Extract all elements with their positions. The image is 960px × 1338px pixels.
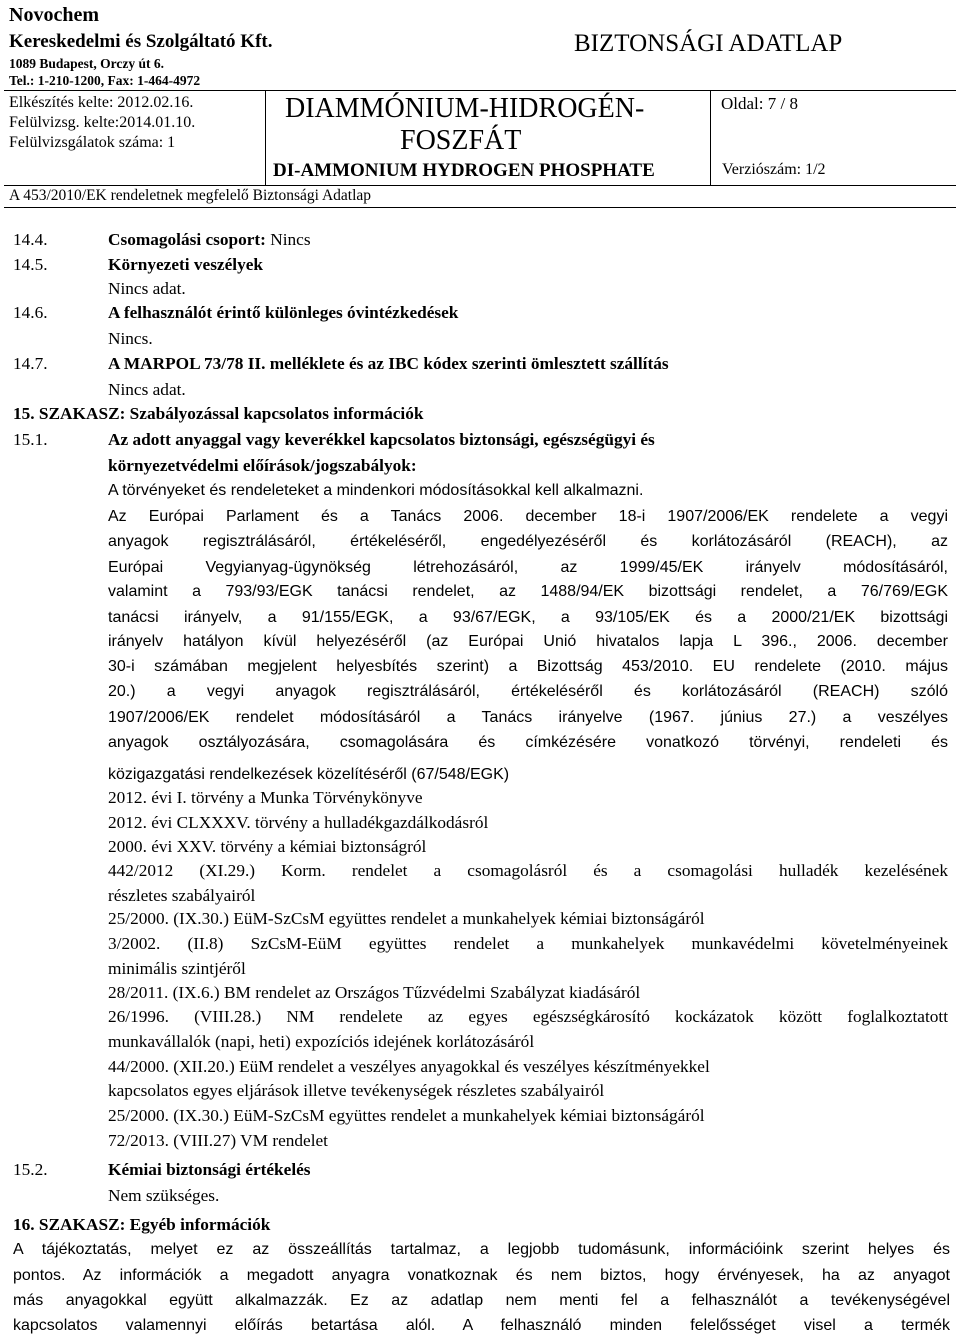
header-divider-top bbox=[4, 90, 956, 91]
section-heading-text: 16. SZAKASZ: Egyéb információk bbox=[13, 1215, 271, 1234]
paragraph-regulations-line: 20.) a vegyi anyagok regisztrálásáról, értékeléséről és korlátozásáról (REACH) szóló bbox=[108, 683, 948, 700]
company-full-name: Kereskedelmi és Szolgáltató Kft. bbox=[9, 31, 273, 52]
section-title-line2: környezetvédelmi előírások/jogszabályok: bbox=[108, 456, 417, 475]
revision-count: Felülvizsgálatok száma: 1 bbox=[9, 134, 176, 151]
company-address: 1089 Budapest, Orczy út 6. bbox=[9, 56, 165, 71]
law-item-cont: munkavállalók (napi, heti) expozíciós idejének korlátozásáról bbox=[108, 1032, 535, 1051]
paragraph-regulations-line: valamint a 793/93/EGK tanácsi rendelet, az 1488/94/EK bizottsági rendelet, a 76/769/EGK bbox=[108, 583, 948, 600]
section-title-line1: Az adott anyaggal vagy keverékkel kapcsolatos biztonsági, egészségügyi és bbox=[108, 430, 655, 449]
company-name: Novochem bbox=[9, 4, 99, 26]
section-15-heading bbox=[0, 402, 960, 426]
section-body: Nincs adat. bbox=[108, 279, 186, 298]
paragraph-regulations-line: Az Európai Parlament és a Tanács 2006. december 18-i 1907/2006/EK rendelete a vegyi bbox=[108, 508, 948, 525]
paragraph-regulations-line: tanácsi irányelv, a 91/155/EGK, a 93/67/EGK, a 93/105/EK és a 2000/21/EK bizottsági bbox=[108, 609, 948, 626]
paragraph-regulations-line: 1907/2006/EK rendelet módosításáról a Tanács irányelve (1967. június 27.) a veszélyes bbox=[108, 709, 948, 726]
header-divider-left bbox=[265, 90, 266, 185]
section-14-7 bbox=[0, 352, 960, 376]
law-item: 25/2000. (IX.30.) EüM-SzCsM együttes rendelet a munkahelyek kémiai biztonságáról bbox=[108, 909, 705, 928]
section-value: Nincs bbox=[265, 230, 311, 249]
section-body: Nincs adat. bbox=[108, 380, 186, 399]
law-item: 2000. évi XXV. törvény a kémiai biztonságról bbox=[108, 837, 427, 856]
section-heading-text: 15. SZAKASZ: Szabályozással kapcsolatos információk bbox=[13, 404, 424, 423]
law-item: 28/2011. (IX.6.) BM rendelet az Országos Tűzvédelmi Szabályzat kiadásáról bbox=[108, 983, 641, 1002]
page-number: Oldal: 7 / 8 bbox=[721, 94, 798, 113]
section-title: Csomagolási csoport: bbox=[108, 230, 266, 249]
document-type: BIZTONSÁGI ADATLAP bbox=[574, 30, 843, 57]
section-14-6 bbox=[0, 301, 960, 325]
header-divider-right bbox=[710, 90, 711, 185]
section-16-body-line: kapcsolatos valamennyi előírás betartása alól. A felhasználó minden felelősséget visel a termék bbox=[13, 1317, 950, 1334]
version-number: Verziószám: 1/2 bbox=[722, 161, 826, 178]
law-item-cont: részletes szabályairól bbox=[108, 886, 256, 905]
header-divider-mid bbox=[4, 185, 956, 186]
law-item: 72/2013. (VIII.27) VM rendelet bbox=[108, 1131, 328, 1150]
paragraph-regulations-last-line: közigazgatási rendelkezések közelítéséről (67/548/EGK) bbox=[108, 766, 510, 783]
section-number: 15.1. bbox=[13, 430, 48, 449]
revised-date: Felülvizsg. kelte:2014.01.10. bbox=[9, 114, 196, 131]
section-title: Kémiai biztonsági értékelés bbox=[108, 1160, 311, 1179]
prepared-date: Elkészítés kelte: 2012.02.16. bbox=[9, 94, 194, 111]
law-item: 44/2000. (XII.20.) EüM rendelet a veszélyes anyagokkal és veszélyes készítményekkel bbox=[108, 1057, 710, 1076]
paragraph-regulations-line: 30-i számában megjelent helyesbítés szerint) a Bizottság 453/2010. EU rendelete (2010. május bbox=[108, 658, 948, 675]
section-number: 14.4. bbox=[13, 230, 48, 249]
product-name-hu-line2: FOSZFÁT bbox=[400, 125, 522, 156]
section-number: 15.2. bbox=[13, 1160, 48, 1179]
section-title: Környezeti veszélyek bbox=[108, 255, 263, 274]
paragraph-regulations-line: anyagok regisztrálásáról, értékeléséről, engedélyezéséről és korlátozásáról (REACH), az bbox=[108, 533, 948, 550]
law-item: 26/1996. (VIII.28.) NM rendelete az egyes egészségkárosító kockázatok között foglalkoztatott bbox=[108, 1007, 948, 1026]
section-16-body-line: A tájékoztatás, melyet ez az összeállítás tartalmaz, a legjobb tudomásunk, információink szerint helyes és bbox=[13, 1241, 950, 1258]
paragraph-regulations-line: irányelv hatályon kívül helyezéséről (az Európai Unió hivatalos lapja L 396., 2006. december bbox=[108, 633, 948, 650]
section-body: Nem szükséges. bbox=[108, 1186, 220, 1205]
section-16-body-line: más anyagokkal együtt alkalmazzák. Ez az adatlap nem menti fel a felhasználót a tevékenységével bbox=[13, 1292, 950, 1309]
section-15-1 bbox=[0, 428, 960, 452]
paragraph-regulations-line: anyagok osztályozására, csomagolására és címkézésére vonatkozó törvényi, rendeleti és bbox=[108, 734, 948, 751]
regulation-note: A 453/2010/EK rendeletnek megfelelő Biztonsági Adatlap bbox=[9, 187, 372, 204]
section-number: 14.5. bbox=[13, 255, 48, 274]
section-15-2 bbox=[0, 1158, 960, 1182]
section-number: 14.6. bbox=[13, 303, 48, 322]
section-14-4 bbox=[0, 228, 960, 252]
law-item-cont: kapcsolatos egyes eljárások illetve tevékenységek részletes szabályairól bbox=[108, 1081, 605, 1100]
company-phone: Tel.: 1-210-1200, Fax: 1-464-4972 bbox=[9, 73, 201, 88]
section-14-5 bbox=[0, 253, 960, 277]
product-name-hu-line1: DIAMMÓNIUM-HIDROGÉN- bbox=[285, 93, 645, 124]
law-item: 25/2000. (IX.30.) EüM-SzCsM együttes rendelet a munkahelyek kémiai biztonságáról bbox=[108, 1106, 705, 1125]
law-item: 2012. évi CLXXXV. törvény a hulladékgazdálkodásról bbox=[108, 813, 489, 832]
section-number: 14.7. bbox=[13, 354, 48, 373]
law-item: 2012. évi I. törvény a Munka Törvénykönyve bbox=[108, 788, 423, 807]
product-name-en: DI-AMMONIUM HYDROGEN PHOSPHATE bbox=[273, 160, 655, 181]
section-16-body-line: pontos. Az információk a megadott anyagra vonatkoznak és nem biztos, hogy érvényesek, ha az anyagot bbox=[13, 1267, 950, 1284]
law-item-cont: minimális szintjéről bbox=[108, 959, 246, 978]
section-title: A felhasználót érintő különleges óvintézkedések bbox=[108, 303, 459, 322]
section-body: Nincs. bbox=[108, 329, 153, 348]
header-divider-bottom bbox=[4, 207, 956, 208]
paragraph-laws-intro: A törvényeket és rendeleteket a mindenkori módosításokkal kell alkalmazni. bbox=[108, 482, 644, 499]
paragraph-regulations-line: Európai Vegyianyag-ügynökség létrehozásáról, az 1999/45/EK irányelv módosításáról, bbox=[108, 559, 948, 576]
law-item: 442/2012 (XI.29.) Korm. rendelet a csomagolásról és a csomagolási hulladék kezelésének bbox=[108, 861, 948, 880]
section-16-heading bbox=[0, 1213, 960, 1237]
law-item: 3/2002. (II.8) SzCsM-EüM együttes rendelet a munkahelyek munkavédelmi követelményeinek bbox=[108, 934, 948, 953]
section-title: A MARPOL 73/78 II. melléklete és az IBC kódex szerinti ömlesztett szállítás bbox=[108, 354, 669, 373]
